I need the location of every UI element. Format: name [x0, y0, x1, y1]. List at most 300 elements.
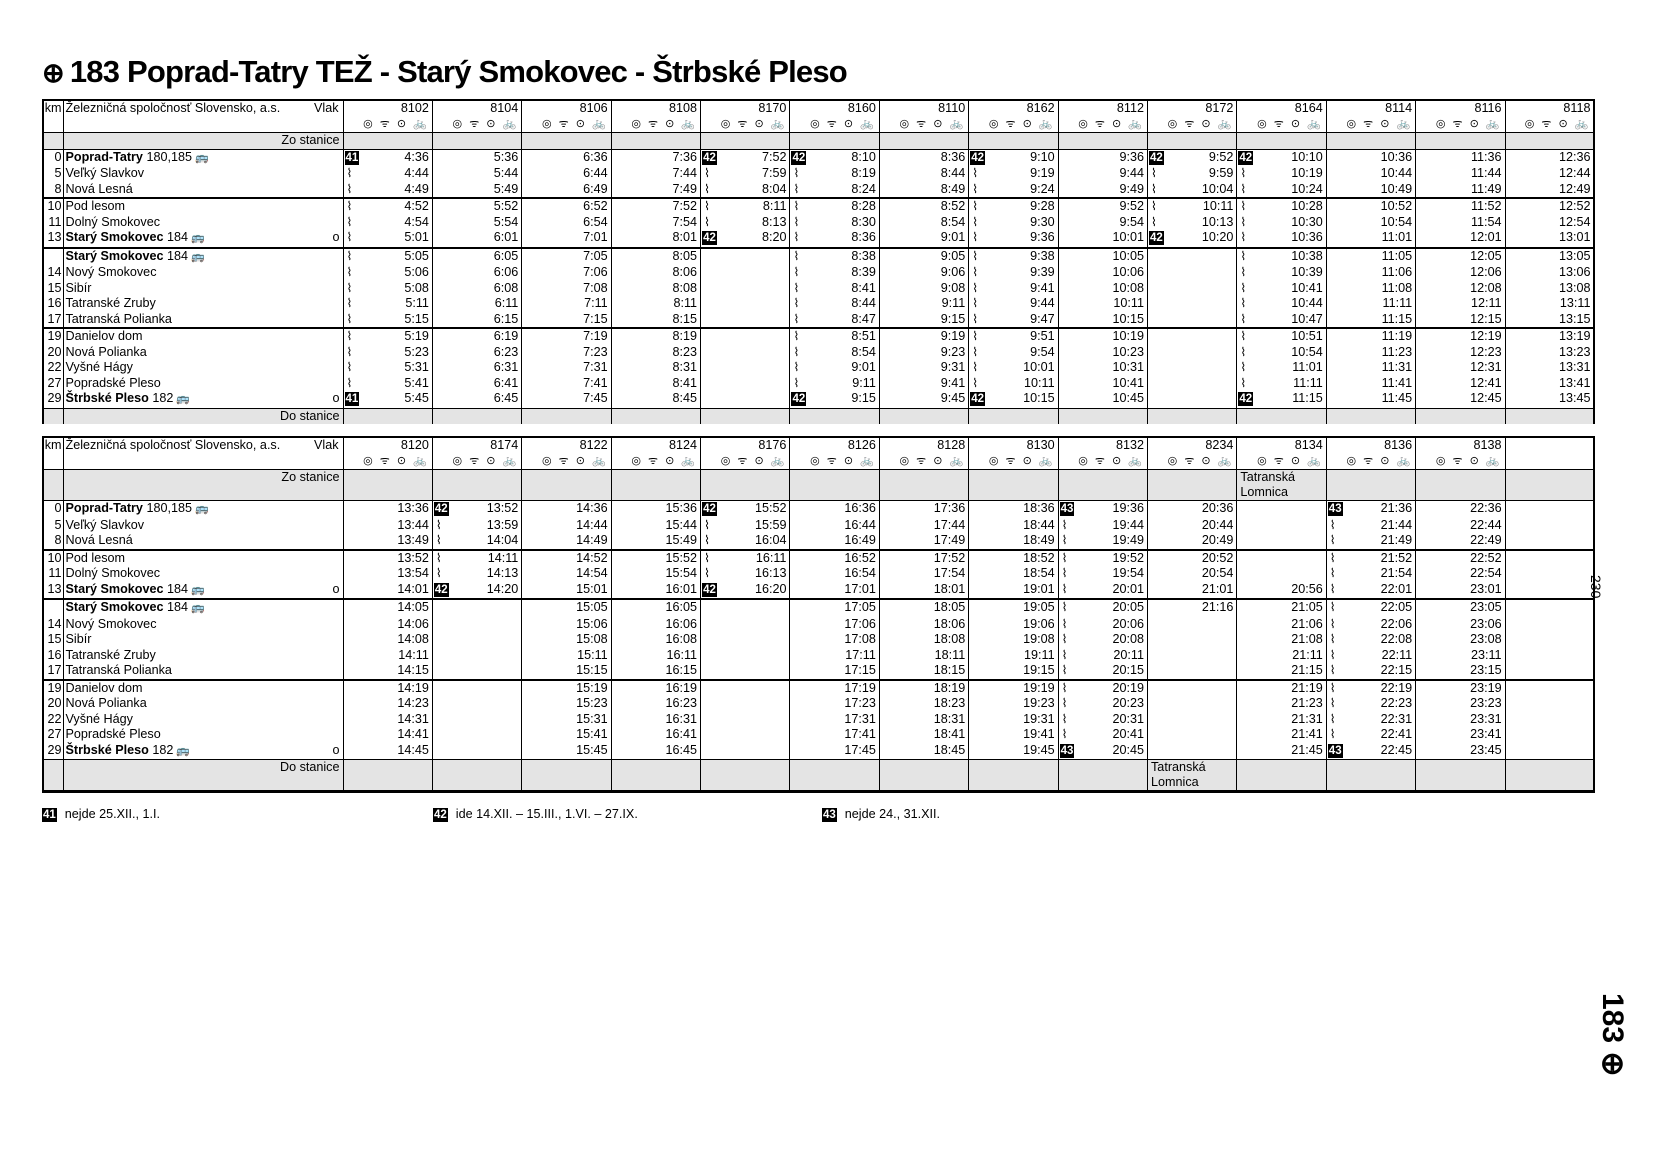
- departure-time: 17:31: [844, 711, 876, 726]
- time-cell: [1416, 296, 1505, 312]
- to-station: [1326, 760, 1415, 792]
- time-cell: [790, 230, 879, 248]
- time-cell: [1505, 518, 1594, 534]
- departure-time: 8:45: [672, 391, 698, 405]
- time-cell: [701, 296, 790, 312]
- departure-time: 6:45: [493, 391, 519, 405]
- no-stop-squiggle-icon: ⌇: [972, 344, 979, 359]
- time-cell: [1237, 166, 1326, 182]
- bus-icon: 🚌: [191, 250, 205, 263]
- departure-time: 9:44: [1119, 166, 1145, 180]
- time-cell: [1058, 281, 1147, 297]
- time-cell: [432, 501, 521, 518]
- departure-time: 16:23: [665, 696, 698, 710]
- time-cell: [790, 680, 879, 697]
- no-stop-squiggle-icon: ⌇: [704, 166, 710, 180]
- departure-time: 9:44: [1030, 296, 1055, 310]
- time-cell: [1416, 599, 1505, 617]
- no-stop-squiggle-icon: ⌇: [793, 214, 800, 229]
- no-stop-squiggle-icon: ⌇: [1240, 329, 1247, 343]
- time-cell: [879, 312, 968, 329]
- departure-time: 13:31: [1558, 360, 1591, 374]
- time-cell: [969, 550, 1058, 567]
- station-name: [63, 265, 343, 281]
- time-cell: [969, 312, 1058, 329]
- note-42-icon: 42: [792, 151, 806, 164]
- time-cell: [1058, 599, 1147, 617]
- time-cell: [879, 166, 968, 182]
- from-station: [969, 470, 1058, 501]
- time-cell: [611, 518, 700, 534]
- station-label: Starý Smokovec: [65, 581, 164, 596]
- departure-time: 22:11: [1381, 647, 1413, 662]
- departure-time: 22:44: [1470, 517, 1502, 532]
- time-cell: [1505, 582, 1594, 600]
- departure-time: 8:28: [851, 199, 876, 213]
- departure-time: 13:23: [1558, 344, 1591, 359]
- departure-time: 16:13: [754, 566, 787, 580]
- time-cell: [1505, 632, 1594, 648]
- time-cell: [522, 680, 611, 697]
- departure-time: 20:44: [1201, 517, 1234, 532]
- station-name: [63, 328, 343, 345]
- departure-time: 13:08: [1558, 280, 1591, 295]
- time-cell: [611, 632, 700, 648]
- to-station: [1058, 408, 1147, 424]
- no-stop-squiggle-icon: ⌇: [793, 311, 800, 326]
- station-label: Veľký Slavkov: [65, 166, 145, 180]
- departure-time: 21:36: [1380, 501, 1413, 515]
- time-cell: [790, 501, 879, 518]
- no-stop-squiggle-icon: ⌇: [972, 166, 979, 180]
- departure-time: 18:19: [933, 680, 966, 695]
- departure-time: 14:31: [397, 711, 429, 726]
- departure-time: 9:41: [940, 375, 966, 390]
- departure-time: 22:06: [1380, 616, 1413, 631]
- departure-time: 16:54: [844, 566, 876, 580]
- station-label: Danielov dom: [65, 329, 143, 343]
- to-station: [522, 760, 611, 792]
- departure-time: 8:51: [851, 329, 876, 343]
- departure-time: 12:45: [1470, 391, 1502, 405]
- station-label: Nová Polianka: [65, 344, 147, 359]
- station-name: [63, 533, 343, 550]
- from-station: [432, 133, 521, 150]
- departure-time: 10:10: [1291, 149, 1323, 164]
- departure-time: 8:39: [851, 265, 876, 279]
- departure-time: 16:11: [666, 647, 698, 662]
- time-cell: [1148, 182, 1237, 199]
- departure-time: 20:11: [1113, 647, 1145, 662]
- time-cell: [1058, 328, 1147, 345]
- time-cell: [1505, 550, 1594, 567]
- train-label: Vlak: [314, 101, 339, 115]
- bus-icon: 🚌: [194, 151, 209, 164]
- departure-time: 15:31: [576, 711, 608, 726]
- station-name: [63, 312, 343, 329]
- station-name: [63, 248, 343, 266]
- time-cell: [1237, 248, 1326, 266]
- departure-time: 13:52: [486, 501, 519, 515]
- train-number: 8126: [790, 437, 879, 454]
- departure-time: 15:52: [754, 501, 787, 515]
- station-label: Nová Lesná: [65, 181, 133, 196]
- time-cell: [522, 198, 611, 215]
- bus-icon: 🚌: [191, 602, 205, 614]
- station-name: [63, 215, 343, 231]
- time-cell: [1148, 727, 1237, 743]
- no-stop-squiggle-icon: ⌇: [972, 360, 979, 374]
- departure-time: 23:31: [1470, 711, 1502, 726]
- time-cell: [969, 648, 1058, 664]
- departure-time: 15:44: [665, 517, 698, 532]
- departure-time: 14:01: [397, 581, 429, 596]
- no-stop-squiggle-icon: ⌇: [1061, 711, 1068, 726]
- departure-time: 19:08: [1023, 632, 1055, 646]
- time-cell: [343, 198, 432, 215]
- station-row: [43, 391, 1594, 408]
- departure-time: 10:41: [1291, 280, 1323, 295]
- km-value: 10: [43, 198, 63, 215]
- departure-time: 8:05: [672, 248, 698, 263]
- departure-time: 18:41: [933, 727, 966, 741]
- station-label: Popradské Pleso: [65, 727, 161, 741]
- station-label: Vyšné Hágy: [65, 711, 133, 726]
- departure-time: 10:38: [1291, 248, 1323, 263]
- departure-time: 18:23: [933, 696, 966, 710]
- bus-icon: 🚌: [176, 393, 191, 405]
- station-name: [63, 727, 343, 743]
- departure-time: 17:45: [844, 742, 876, 757]
- departure-time: 10:11: [1024, 375, 1055, 390]
- time-cell: [701, 345, 790, 361]
- station-name: [63, 743, 343, 760]
- time-cell: [790, 617, 879, 633]
- time-cell: [790, 533, 879, 550]
- departure-time: 22:08: [1380, 632, 1413, 646]
- time-cell: [1148, 328, 1237, 345]
- no-stop-squiggle-icon: ⌇: [793, 329, 800, 343]
- time-cell: [1416, 360, 1505, 376]
- time-cell: [790, 198, 879, 215]
- departure-time: 12:52: [1558, 199, 1591, 213]
- time-cell: [343, 599, 432, 617]
- time-cell: [432, 743, 521, 760]
- departure-time: 8:36: [940, 149, 966, 164]
- time-cell: [1058, 566, 1147, 582]
- departure-time: 9:36: [1030, 230, 1055, 244]
- time-cell: [432, 215, 521, 231]
- departure-time: 7:15: [583, 311, 608, 326]
- time-cell: [1505, 533, 1594, 550]
- km-value: 15: [43, 281, 63, 297]
- time-cell: [1416, 582, 1505, 600]
- time-cell: [1416, 696, 1505, 712]
- departure-time: 8:15: [672, 311, 698, 326]
- time-cell: [611, 582, 700, 600]
- train-number: 8106: [522, 100, 611, 117]
- no-stop-squiggle-icon: ⌇: [704, 199, 710, 213]
- time-cell: [1326, 617, 1415, 633]
- departure-time: 12:31: [1470, 360, 1502, 374]
- departure-time: 12:44: [1558, 166, 1591, 180]
- station-name: [63, 281, 343, 297]
- time-cell: [432, 312, 521, 329]
- time-cell: [522, 518, 611, 534]
- time-cell: [432, 550, 521, 567]
- departure-time: 14:11: [398, 647, 429, 662]
- time-cell: [343, 230, 432, 248]
- time-cell: [701, 360, 790, 376]
- time-cell: [1148, 599, 1237, 617]
- departure-time: 19:31: [1023, 711, 1055, 726]
- departure-time: 6:31: [493, 360, 519, 374]
- departure-time: 16:05: [665, 600, 698, 614]
- station-row: [43, 265, 1594, 281]
- note-43-icon: 43: [1328, 744, 1342, 757]
- time-cell: [611, 617, 700, 633]
- from-station-label: Zo stanice: [63, 133, 343, 150]
- time-cell: [432, 328, 521, 345]
- departure-time: 22:52: [1470, 550, 1502, 565]
- departure-time: 12:36: [1558, 149, 1591, 164]
- departure-time: 10:13: [1201, 214, 1234, 229]
- no-stop-squiggle-icon: ⌇: [1240, 166, 1247, 180]
- departure-time: 14:49: [576, 533, 608, 547]
- no-stop-squiggle-icon: ⌇: [1061, 600, 1068, 614]
- departure-time: 13:15: [1558, 311, 1591, 326]
- from-station: [522, 470, 611, 501]
- departure-time: 23:45: [1470, 742, 1502, 757]
- no-stop-squiggle-icon: ⌇: [1061, 581, 1068, 596]
- no-stop-squiggle-icon: ⌇: [1329, 616, 1336, 631]
- service-icons: ◎ ᯤ ⊙ 🚲: [790, 117, 879, 133]
- departure-time: 8:06: [672, 265, 698, 279]
- no-stop-squiggle-icon: ⌇: [1329, 663, 1336, 677]
- time-cell: [1505, 617, 1594, 633]
- time-cell: [969, 518, 1058, 534]
- station-name: [63, 391, 343, 408]
- time-cell: [611, 680, 700, 697]
- train-number: 8102: [343, 100, 432, 117]
- time-cell: [879, 648, 968, 664]
- service-icons: ◎ ᯤ ⊙ 🚲: [343, 454, 432, 470]
- no-stop-squiggle-icon: ⌇: [435, 550, 442, 565]
- train-number: 8174: [432, 437, 521, 454]
- time-cell: [1237, 182, 1326, 199]
- departure-time: 18:31: [933, 711, 966, 726]
- time-cell: [879, 296, 968, 312]
- departure-time: 13:52: [397, 550, 429, 565]
- time-cell: [879, 360, 968, 376]
- departure-time: 21:31: [1291, 711, 1323, 726]
- station-label: Sibír: [65, 280, 92, 295]
- service-icons: ◎ ᯤ ⊙ 🚲: [1416, 454, 1505, 470]
- time-cell: [879, 265, 968, 281]
- station-name: [63, 712, 343, 728]
- departure-time: 15:52: [665, 550, 698, 565]
- departure-time: 21:15: [1291, 663, 1323, 677]
- legend-text: nejde 24., 31.XII.: [844, 807, 941, 821]
- time-cell: [522, 360, 611, 376]
- time-cell: [790, 328, 879, 345]
- time-cell: [1416, 230, 1505, 248]
- time-cell: [1326, 296, 1415, 312]
- departure-time: 11:08: [1381, 280, 1413, 295]
- time-cell: [1058, 230, 1147, 248]
- time-cell: [969, 149, 1058, 166]
- time-cell: [522, 533, 611, 550]
- departure-time: 7:54: [672, 214, 698, 229]
- time-cell: [1505, 727, 1594, 743]
- legend-text: ide 14.XII. – 15.III., 1.VI. – 27.IX.: [455, 807, 638, 821]
- departure-time: 11:41: [1381, 375, 1413, 390]
- time-cell: [1326, 376, 1415, 392]
- time-cell: [432, 376, 521, 392]
- time-cell: [1237, 632, 1326, 648]
- time-cell: [343, 712, 432, 728]
- time-cell: [1237, 743, 1326, 760]
- time-cell: [790, 743, 879, 760]
- from-station: [1237, 133, 1326, 150]
- departure-time: 8:24: [851, 181, 876, 196]
- time-cell: [1148, 391, 1237, 408]
- time-cell: [969, 743, 1058, 760]
- station-row: [43, 230, 1594, 248]
- to-station: [343, 760, 432, 792]
- time-cell: [522, 281, 611, 297]
- time-cell: [1058, 501, 1147, 518]
- no-stop-squiggle-icon: ⌇: [972, 230, 979, 244]
- time-cell: [1326, 312, 1415, 329]
- time-cell: [611, 648, 700, 664]
- time-cell: [1058, 166, 1147, 182]
- note-43-icon: 43: [823, 809, 836, 821]
- no-stop-squiggle-icon: ⌇: [972, 214, 979, 229]
- time-cell: [1326, 230, 1415, 248]
- departure-time: 15:59: [754, 517, 787, 532]
- to-station: [790, 408, 879, 424]
- time-cell: [701, 582, 790, 600]
- departure-time: 16:41: [665, 727, 698, 741]
- no-stop-squiggle-icon: ⌇: [346, 360, 353, 374]
- time-cell: [969, 281, 1058, 297]
- departure-time: 6:36: [583, 149, 608, 164]
- time-cell: [1416, 215, 1505, 231]
- time-cell: [522, 550, 611, 567]
- departure-time: 21:52: [1380, 550, 1413, 565]
- station-label: Tatranské Zruby: [65, 647, 156, 662]
- time-cell: [879, 328, 968, 345]
- departure-time: 14:44: [576, 517, 608, 532]
- departure-time: 5:15: [404, 311, 429, 326]
- time-cell: [1148, 312, 1237, 329]
- time-cell: [522, 648, 611, 664]
- km-value: 11: [43, 566, 63, 582]
- departure-time: 10:23: [1112, 344, 1145, 359]
- departure-time: 16:52: [844, 550, 876, 565]
- station-row: [43, 312, 1594, 329]
- time-cell: [1416, 680, 1505, 697]
- departure-time: 23:19: [1470, 680, 1502, 695]
- departure-time: 19:23: [1023, 696, 1055, 710]
- departure-time: 11:31: [1381, 360, 1413, 374]
- time-cell: [343, 345, 432, 361]
- departure-time: 8:41: [672, 375, 698, 390]
- departure-time: 13:44: [397, 517, 429, 532]
- departure-time: 14:08: [397, 632, 429, 646]
- departure-time: 17:11: [845, 647, 876, 662]
- departure-time: 15:36: [665, 501, 698, 515]
- time-cell: [879, 680, 968, 697]
- time-cell: [879, 632, 968, 648]
- departure-time: 17:41: [844, 727, 876, 741]
- train-number: 8104: [432, 100, 521, 117]
- departure-time: 22:19: [1380, 680, 1413, 695]
- time-cell: [701, 632, 790, 648]
- time-cell: [969, 296, 1058, 312]
- departure-time: 10:44: [1380, 166, 1413, 180]
- train-number: 8128: [879, 437, 968, 454]
- time-cell: [343, 215, 432, 231]
- time-cell: [522, 566, 611, 582]
- time-cell: [343, 632, 432, 648]
- departure-time: 16:31: [665, 711, 698, 726]
- departure-time: 14:23: [397, 696, 429, 710]
- departure-time: 10:44: [1291, 296, 1323, 310]
- time-cell: [522, 248, 611, 266]
- station-name: [63, 550, 343, 567]
- time-cell: [1326, 328, 1415, 345]
- time-cell: [1058, 617, 1147, 633]
- note-42-icon: 42: [971, 393, 985, 405]
- station-label: Sibír: [65, 632, 92, 646]
- train-number: 8176: [701, 437, 790, 454]
- time-cell: [432, 198, 521, 215]
- side-line-label: [1595, 993, 1630, 1077]
- departure-time: 9:41: [1030, 280, 1055, 295]
- time-cell: [1326, 599, 1415, 617]
- train-number: 8116: [1416, 100, 1505, 117]
- page-number: 230: [1588, 575, 1604, 599]
- note-42-icon: 42: [703, 151, 716, 164]
- departure-time: 12:23: [1470, 344, 1502, 359]
- time-cell: [432, 566, 521, 582]
- time-cell: [1058, 391, 1147, 408]
- time-cell: [343, 312, 432, 329]
- station-row: [43, 328, 1594, 345]
- from-station: [611, 133, 700, 150]
- time-cell: [1237, 296, 1326, 312]
- departure-time: 8:44: [940, 166, 966, 180]
- from-station: [611, 470, 700, 501]
- time-cell: [790, 599, 879, 617]
- station-row: [43, 360, 1594, 376]
- station-row: [43, 599, 1594, 617]
- departure-time: 10:24: [1291, 181, 1323, 196]
- time-cell: [1058, 360, 1147, 376]
- no-stop-squiggle-icon: ⌇: [346, 166, 353, 180]
- departure-time: 8:23: [672, 344, 698, 359]
- time-cell: [879, 582, 968, 600]
- from-station: [790, 133, 879, 150]
- time-cell: [1505, 296, 1594, 312]
- departure-time: 10:36: [1380, 149, 1413, 164]
- departure-time: 14:19: [397, 680, 429, 695]
- departure-time: 10:20: [1201, 230, 1234, 244]
- time-cell: [1505, 281, 1594, 297]
- departure-time: 8:08: [672, 280, 698, 295]
